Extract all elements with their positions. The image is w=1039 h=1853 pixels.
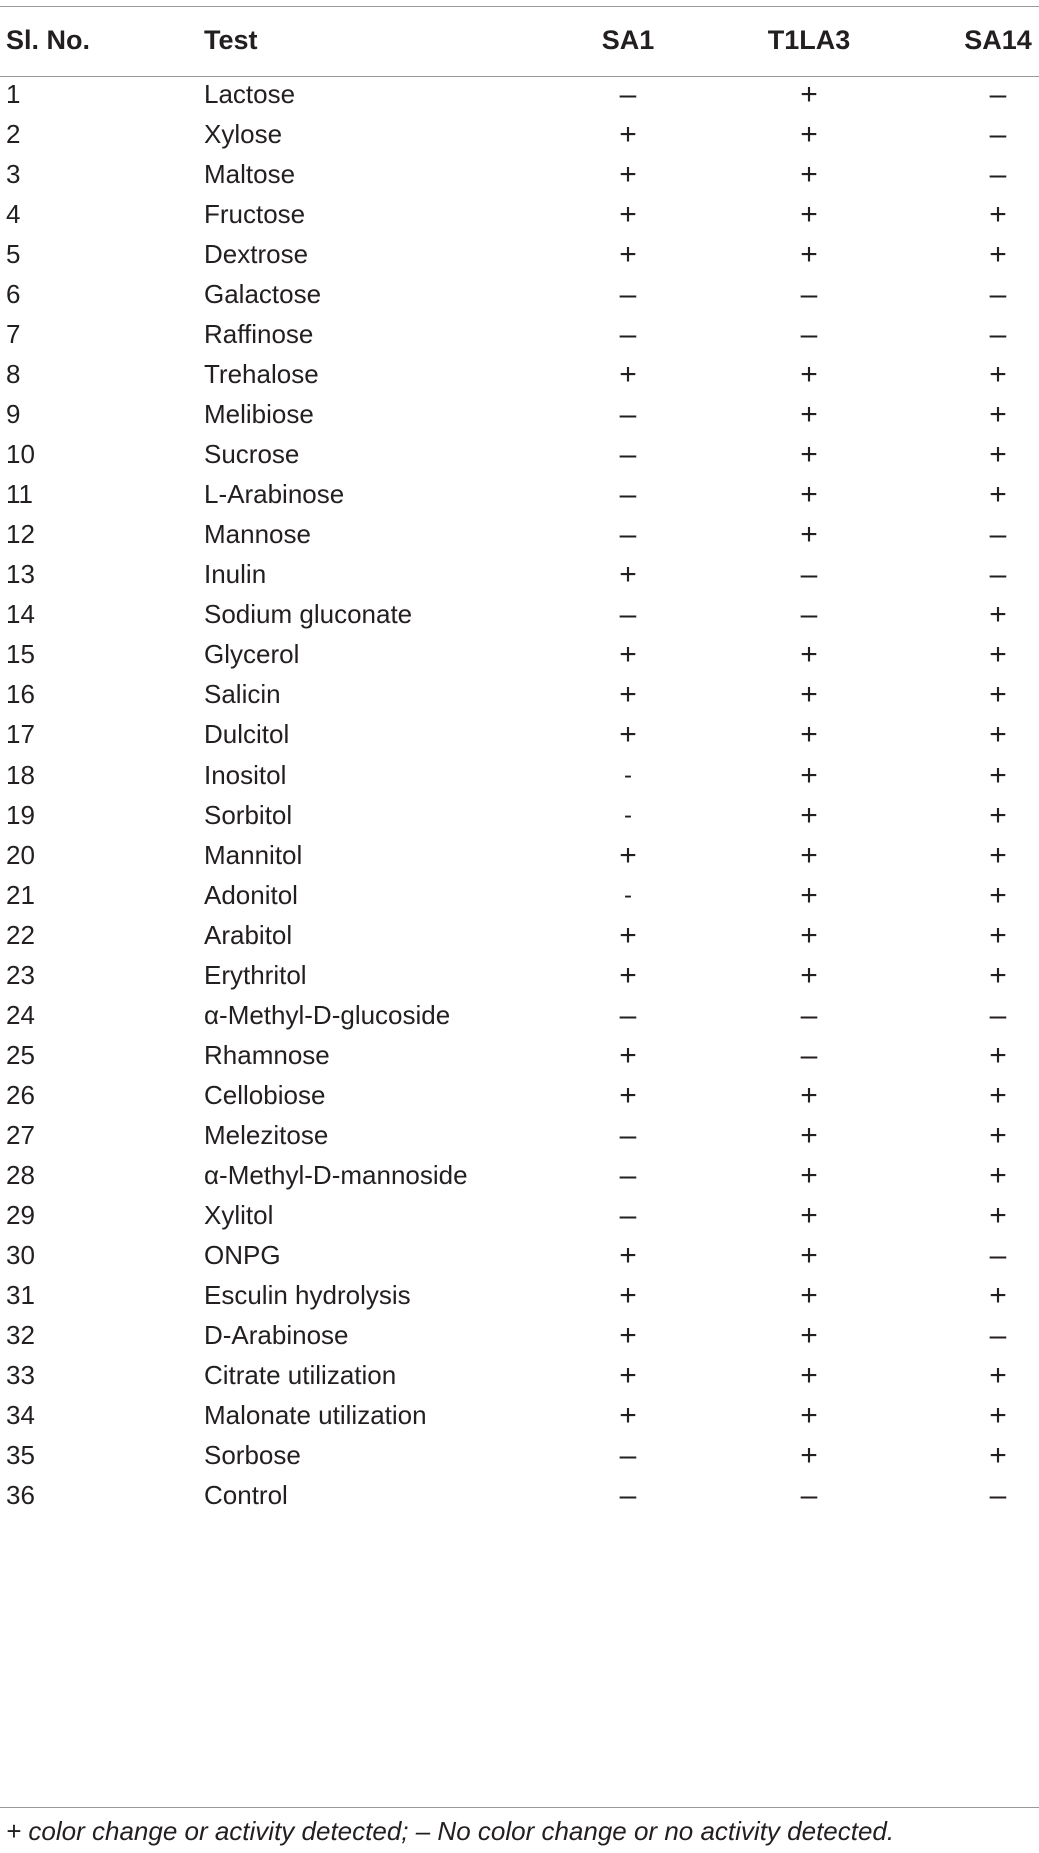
row-t1la3-result: + xyxy=(800,1238,818,1272)
row-test-name: Adonitol xyxy=(204,879,298,910)
row-sl-no: 30 xyxy=(6,1239,35,1270)
row-sa1-result: + xyxy=(619,198,637,232)
row-sa1-result: + xyxy=(619,1278,637,1312)
row-test-name: Arabitol xyxy=(204,919,293,950)
row-sa14-result: + xyxy=(989,1439,1007,1473)
header-test: Test xyxy=(204,25,258,55)
row-sl-no: 24 xyxy=(6,999,35,1030)
row-sa1-result: + xyxy=(619,1038,637,1072)
row-t1la3-result: + xyxy=(800,838,818,872)
row-sa14-result: + xyxy=(989,638,1007,672)
row-t1la3-result: + xyxy=(800,638,818,672)
row-sl-no: 31 xyxy=(6,1279,35,1310)
row-t1la3-result: + xyxy=(800,798,818,832)
row-test-name: Sucrose xyxy=(204,439,300,470)
row-sa1-result: + xyxy=(619,558,637,592)
row-t1la3-result: + xyxy=(800,758,818,792)
row-sa14-result: + xyxy=(989,838,1007,872)
row-sa1-result: + xyxy=(619,958,637,992)
row-sl-no: 33 xyxy=(6,1359,35,1390)
row-sa14-result: + xyxy=(989,398,1007,432)
row-t1la3-result: + xyxy=(800,878,818,912)
row-test-name: Esculin hydrolysis xyxy=(204,1279,411,1310)
row-t1la3-result: + xyxy=(800,1398,818,1432)
row-t1la3-result: – xyxy=(800,1038,818,1072)
row-sl-no: 13 xyxy=(6,559,35,590)
row-t1la3-result: + xyxy=(800,158,818,192)
row-sa14-result: + xyxy=(989,238,1007,272)
row-sa14-result: + xyxy=(989,718,1007,752)
row-t1la3-result: + xyxy=(800,678,818,712)
row-sl-no: 8 xyxy=(6,359,21,390)
row-t1la3-result: – xyxy=(800,598,818,632)
table-row xyxy=(0,1472,1039,1519)
row-t1la3-result: + xyxy=(800,358,818,392)
row-sa14-result: + xyxy=(989,678,1007,712)
row-sl-no: 6 xyxy=(6,279,21,310)
row-t1la3-result: + xyxy=(800,78,818,111)
row-t1la3-result: – xyxy=(800,558,818,592)
row-t1la3-result: + xyxy=(800,1158,818,1192)
row-sl-no: 34 xyxy=(6,1399,35,1430)
row-sl-no: 18 xyxy=(6,759,35,790)
row-sa1-result: – xyxy=(619,998,637,1032)
row-sa1-result: + xyxy=(619,718,637,752)
row-t1la3-result: – xyxy=(800,278,818,312)
row-t1la3-result: + xyxy=(800,958,818,992)
row-sl-no: 29 xyxy=(6,1199,35,1230)
row-test-name: L-Arabinose xyxy=(204,479,345,510)
row-sa1-result: – xyxy=(619,278,637,312)
row-sa14-result: + xyxy=(989,1358,1007,1392)
row-sl-no: 1 xyxy=(6,79,21,109)
row-sa14-result: + xyxy=(989,758,1007,792)
row-test-name: Maltose xyxy=(204,159,296,190)
row-sa1-result: + xyxy=(619,1238,637,1272)
row-sl-no: 3 xyxy=(6,159,21,190)
row-test-name: Glycerol xyxy=(204,639,300,670)
row-sa14-result: + xyxy=(989,1078,1007,1112)
row-sa14-result: + xyxy=(989,198,1007,232)
row-sa14-result: – xyxy=(989,318,1007,352)
row-sa1-result: - xyxy=(624,761,632,789)
row-sa1-result: + xyxy=(619,678,637,712)
row-sl-no: 36 xyxy=(6,1480,35,1511)
row-t1la3-result: + xyxy=(800,918,818,952)
row-sl-no: 12 xyxy=(6,519,35,550)
row-test-name: Dulcitol xyxy=(204,719,290,750)
row-t1la3-result: + xyxy=(800,1439,818,1473)
row-test-name: Control xyxy=(204,1480,288,1511)
row-sl-no: 25 xyxy=(6,1039,35,1070)
header-sa1: SA1 xyxy=(601,25,655,55)
row-test-name: Salicin xyxy=(204,679,281,710)
row-test-name: Inulin xyxy=(204,559,267,590)
row-t1la3-result: + xyxy=(800,118,818,152)
row-test-name: Mannose xyxy=(204,519,311,550)
row-sa1-result: + xyxy=(619,838,637,872)
row-sa14-result: + xyxy=(989,1278,1007,1312)
row-sa14-result: + xyxy=(989,798,1007,832)
row-test-name: Rhamnose xyxy=(204,1039,330,1070)
row-test-name: α-Methyl-D-mannoside xyxy=(204,1159,468,1190)
row-test-name: Xylose xyxy=(204,119,283,150)
row-t1la3-result: + xyxy=(800,718,818,752)
row-test-name: Melezitose xyxy=(204,1119,329,1150)
row-t1la3-result: – xyxy=(800,1479,818,1513)
row-t1la3-result: + xyxy=(800,1078,818,1112)
row-test-name: Melibiose xyxy=(204,399,314,430)
row-test-name: Galactose xyxy=(204,279,322,310)
row-sl-no: 14 xyxy=(6,599,35,630)
row-sl-no: 11 xyxy=(6,479,33,510)
row-sa1-result: – xyxy=(619,1158,637,1192)
row-sa14-result: + xyxy=(989,1158,1007,1192)
row-sa14-result: + xyxy=(989,918,1007,952)
row-test-name: Trehalose xyxy=(204,359,319,390)
row-sa1-result: – xyxy=(619,78,637,111)
row-test-name: Sodium gluconate xyxy=(204,599,413,630)
row-t1la3-result: + xyxy=(800,198,818,232)
row-t1la3-result: + xyxy=(800,1118,818,1152)
row-sa14-result: + xyxy=(989,598,1007,632)
row-sa1-result: – xyxy=(619,1479,637,1513)
row-test-name: D-Arabinose xyxy=(204,1319,349,1350)
row-sa1-result: - xyxy=(624,801,632,829)
row-sa1-result: – xyxy=(619,518,637,552)
row-sa1-result: – xyxy=(619,1118,637,1152)
row-sa14-result: + xyxy=(989,1198,1007,1232)
row-t1la3-result: – xyxy=(800,998,818,1032)
row-sa14-result: – xyxy=(989,278,1007,312)
row-sa1-result: + xyxy=(619,118,637,152)
row-test-name: Cellobiose xyxy=(204,1079,326,1110)
row-sl-no: 10 xyxy=(6,439,35,470)
row-sa14-result: + xyxy=(989,1118,1007,1152)
table-bottom-rule xyxy=(0,1807,1039,1808)
row-sa14-result: – xyxy=(989,518,1007,552)
row-test-name: ONPG xyxy=(204,1239,281,1270)
row-sa1-result: + xyxy=(619,918,637,952)
row-sa1-result: + xyxy=(619,1078,637,1112)
row-sa1-result: + xyxy=(619,1398,637,1432)
row-test-name: Sorbitol xyxy=(204,799,293,830)
row-sa14-result: – xyxy=(989,78,1007,111)
row-sa14-result: – xyxy=(989,998,1007,1032)
row-test-name: Dextrose xyxy=(204,239,309,270)
row-t1la3-result: + xyxy=(800,1318,818,1352)
row-sa1-result: – xyxy=(619,318,637,352)
row-sl-no: 22 xyxy=(6,919,35,950)
row-t1la3-result: + xyxy=(800,518,818,552)
row-test-name: Citrate utilization xyxy=(204,1359,397,1390)
row-sl-no: 28 xyxy=(6,1159,35,1190)
row-sa14-result: + xyxy=(989,358,1007,392)
row-sl-no: 2 xyxy=(6,119,21,150)
row-t1la3-result: + xyxy=(800,1198,818,1232)
row-sl-no: 20 xyxy=(6,839,35,870)
row-sa1-result: + xyxy=(619,238,637,272)
row-sa1-result: – xyxy=(619,398,637,432)
row-sa14-result: – xyxy=(989,1318,1007,1352)
row-test-name: Mannitol xyxy=(204,839,303,870)
row-sl-no: 9 xyxy=(6,399,21,430)
header-sl-no: Sl. No. xyxy=(6,25,91,55)
row-test-name: Erythritol xyxy=(204,959,307,990)
row-t1la3-result: – xyxy=(800,318,818,352)
row-sa14-result: + xyxy=(989,1038,1007,1072)
row-sa14-result: + xyxy=(989,958,1007,992)
row-sl-no: 35 xyxy=(6,1440,35,1471)
row-sl-no: 15 xyxy=(6,639,35,670)
header-t1la3: T1LA3 xyxy=(767,25,851,55)
row-sa1-result: - xyxy=(624,881,632,909)
row-test-name: Sorbose xyxy=(204,1440,301,1471)
header-sa14: SA14 xyxy=(964,25,1032,55)
row-sl-no: 16 xyxy=(6,679,35,710)
row-t1la3-result: + xyxy=(800,398,818,432)
row-sa14-result: – xyxy=(989,558,1007,592)
row-sa1-result: + xyxy=(619,158,637,192)
row-t1la3-result: + xyxy=(800,478,818,512)
row-sa1-result: + xyxy=(619,1318,637,1352)
row-sa14-result: + xyxy=(989,438,1007,472)
row-sa1-result: – xyxy=(619,478,637,512)
row-sl-no: 21 xyxy=(6,879,35,910)
row-sl-no: 7 xyxy=(6,319,21,350)
row-sl-no: 4 xyxy=(6,199,21,230)
row-sl-no: 17 xyxy=(6,719,35,750)
row-sa14-result: + xyxy=(989,878,1007,912)
table-top-rule xyxy=(0,6,1039,7)
row-sa14-result: – xyxy=(989,1479,1007,1513)
row-sa14-result: + xyxy=(989,478,1007,512)
row-sa14-result: + xyxy=(989,1398,1007,1432)
row-t1la3-result: + xyxy=(800,238,818,272)
row-sa1-result: + xyxy=(619,638,637,672)
row-test-name: Raffinose xyxy=(204,319,314,350)
table-header-row xyxy=(0,17,1039,64)
row-sl-no: 27 xyxy=(6,1119,35,1150)
row-sa14-result: – xyxy=(989,158,1007,192)
row-sa1-result: + xyxy=(619,358,637,392)
row-sa1-result: – xyxy=(619,1198,637,1232)
row-sl-no: 26 xyxy=(6,1079,35,1110)
row-sa1-result: – xyxy=(619,438,637,472)
row-sa14-result: – xyxy=(989,1238,1007,1272)
row-sa1-result: – xyxy=(619,1439,637,1473)
row-sa1-result: – xyxy=(619,598,637,632)
row-sl-no: 5 xyxy=(6,239,21,270)
row-sa14-result: – xyxy=(989,118,1007,152)
row-sl-no: 32 xyxy=(6,1319,35,1350)
row-t1la3-result: + xyxy=(800,1278,818,1312)
row-test-name: Malonate utilization xyxy=(204,1399,427,1430)
row-test-name: Xylitol xyxy=(204,1199,274,1230)
row-test-name: Lactose xyxy=(204,79,296,109)
row-t1la3-result: + xyxy=(800,438,818,472)
row-test-name: Fructose xyxy=(204,199,306,230)
row-sl-no: 23 xyxy=(6,959,35,990)
row-sa1-result: + xyxy=(619,1358,637,1392)
row-sl-no: 19 xyxy=(6,799,35,830)
row-t1la3-result: + xyxy=(800,1358,818,1392)
row-test-name: Inositol xyxy=(204,759,287,790)
table-footnote: + color change or activity detected; – No color change or no activity detected. xyxy=(6,1816,895,1846)
row-test-name: α-Methyl-D-glucoside xyxy=(204,999,451,1030)
